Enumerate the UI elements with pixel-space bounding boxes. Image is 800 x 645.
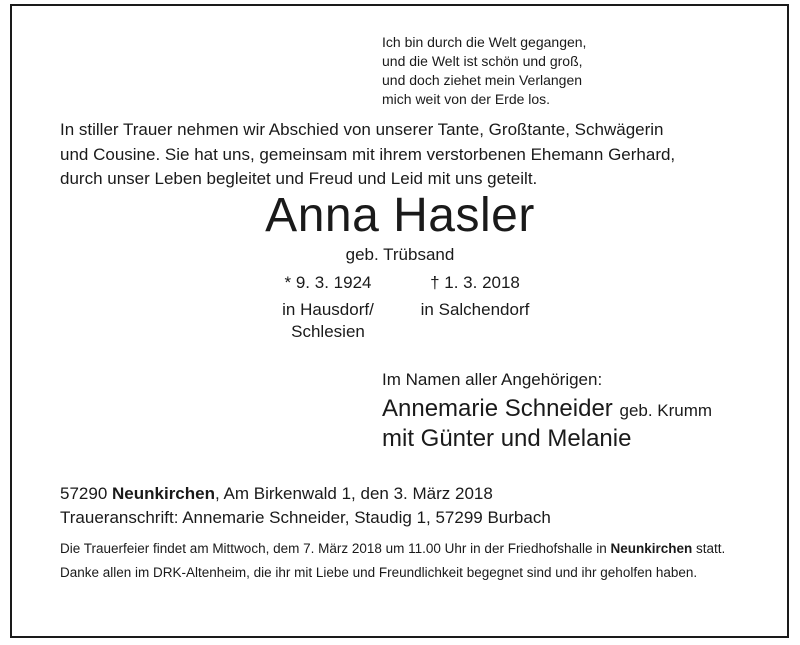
birth-place (258, 299, 398, 343)
mourner-maiden-name: geb. Krumm (619, 401, 713, 420)
death-date-text: † 1. 3. 2018 (430, 273, 520, 292)
funeral-text: Die Trauerfeier findet am Mittwoch, dem 7. März 2018 um 11.00 Uhr in der Friedhofshalle in (60, 541, 607, 556)
thanks-note: Danke allen im DRK-Altenheim, die ihr mit Liebe und Freundlichkeit begegnet sind und ihr geholfen haben. (60, 565, 698, 580)
funeral-note (60, 540, 740, 558)
mourning-address: Traueranschrift: Annemarie Schneider, Staudig 1, 57299 Burbach (60, 508, 551, 527)
mourner-others: mit Günter und Melanie (382, 425, 632, 452)
mourners-heading: Im Namen aller Angehörigen: (382, 370, 603, 389)
postal-code: 57290 (60, 484, 108, 503)
city: Neunkirchen (112, 484, 215, 503)
poem (382, 33, 586, 109)
death-date (400, 272, 550, 294)
death-place-text: in Salchendorf (420, 300, 530, 319)
mourner-main (382, 394, 712, 426)
intro-line: In stiller Trauer nehmen wir Abschied von unserer Tante, Großtante, Schwägerin (60, 120, 664, 139)
birth-place-line: in Hausdorf/ (282, 300, 374, 319)
death-place (400, 299, 550, 321)
funeral-end: statt. (692, 541, 726, 556)
poem-line: Ich bin durch die Welt gegangen, (382, 34, 587, 50)
poem-line: mich weit von der Erde los. (382, 91, 551, 107)
intro-line: und Cousine. Sie hat uns, gemeinsam mit ihrem verstorbenen Ehemann Gerhard, (60, 144, 676, 164)
intro-text (60, 118, 750, 192)
intro-line: durch unser Leben begleitet und Freud und Leid mit uns geteilt. (60, 169, 538, 188)
birth-name: geb. Trübsand (345, 245, 455, 264)
poem-line: und die Welt ist schön und groß, (382, 53, 583, 69)
poem-line: und doch ziehet mein Verlangen (382, 72, 583, 88)
deceased-name: Anna Hasler (265, 189, 535, 242)
address-rest: , Am Birkenwald 1, den 3. März 2018 (215, 484, 493, 503)
mourner-name: Annemarie Schneider (382, 395, 613, 422)
birth-place-line: Schlesien (291, 322, 365, 341)
birth-date (258, 272, 398, 294)
funeral-place: Neunkirchen (610, 541, 693, 556)
sender-address (60, 482, 493, 506)
notes (60, 540, 740, 582)
birth-date-text: * 9. 3. 1924 (284, 273, 372, 292)
